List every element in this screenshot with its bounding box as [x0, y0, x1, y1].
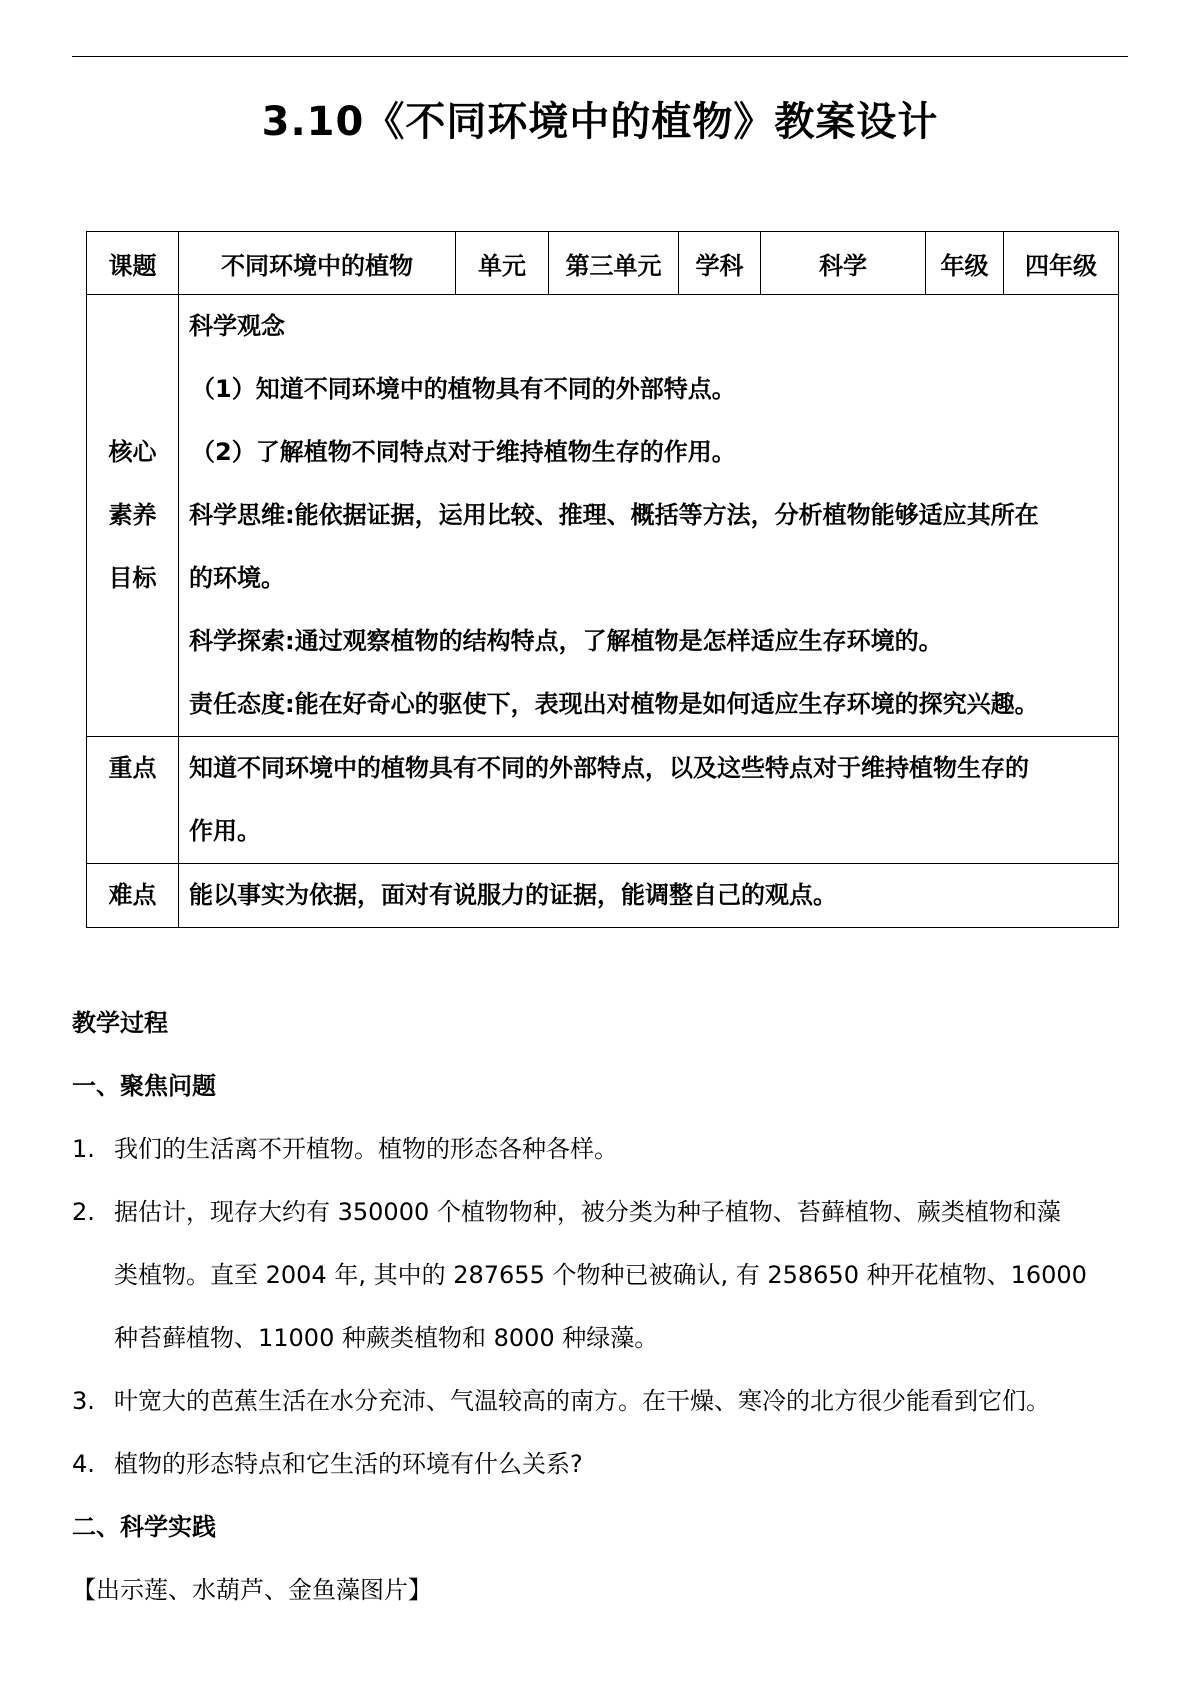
list-item: 3. 叶宽大的芭蕉生活在水分充沛、气温较高的南方。在干燥、寒冷的北方很少能看到它们。 [72, 1387, 1050, 1415]
section-heading-practice: 二、科学实践 [72, 1513, 216, 1541]
goal-line: 科学思维:能依据证据，运用比较、推理、概括等方法，分析植物能够适应其所在 [189, 501, 1039, 529]
goal-line: 责任态度:能在好奇心的驱使下，表现出对植物是如何适应生存环境的探究兴趣。 [189, 690, 1039, 718]
goal-line: 的环境。 [189, 564, 285, 592]
difficulty-content: 能以事实为依据，面对有说服力的证据，能调整自己的观点。 [179, 864, 1119, 928]
subject-label: 学科 [679, 232, 761, 295]
list-item: 2. 据估计，现存大约有 350000 个植物物种，被分类为种子植物、苔藓植物、蕨类植物和藻 类植物。直至 2004 年, 其中的 287655 个物种已被确认, 有 258650 种开花植物、16000 种苔藓植物、11000 种蕨类植物和 8000 种绿藻。 [72, 1198, 1087, 1352]
key-point-row [87, 737, 1119, 864]
process-heading: 教学过程 [72, 1009, 168, 1037]
subject-value: 科学 [761, 232, 926, 295]
difficulty-row [87, 864, 1119, 928]
goal-line: （1）知道不同环境中的植物具有不同的外部特点。 [191, 375, 736, 403]
page-title: 3.10《不同环境中的植物》教案设计 [261, 99, 939, 145]
core-goals-label: 核心 素养 目标 [87, 295, 179, 737]
difficulty-label: 难点 [87, 864, 179, 928]
goal-line: （2）了解植物不同特点对于维持植物生存的作用。 [191, 438, 736, 466]
practice-note: 【出示莲、水葫芦、金鱼藻图片】 [72, 1576, 432, 1604]
core-goals-row [87, 295, 1119, 737]
teaching-process [72, 992, 1132, 1622]
core-goals-content [179, 295, 1119, 737]
grade-label: 年级 [926, 232, 1004, 295]
key-point-content: 知道不同环境中的植物具有不同的外部特点，以及这些特点对于维持植物生存的 作用。 [179, 737, 1119, 864]
grade-value: 四年级 [1004, 232, 1119, 295]
goal-line: 科学观念 [189, 312, 285, 340]
goal-line: 科学探索:通过观察植物的结构特点，了解植物是怎样适应生存环境的。 [189, 627, 943, 655]
list-item: 1. 我们的生活离不开植物。植物的形态各种各样。 [72, 1135, 618, 1163]
unit-value: 第三单元 [549, 232, 679, 295]
header-rule [72, 56, 1128, 57]
list-item: 4. 植物的形态特点和它生活的环境有什么关系? [72, 1450, 583, 1478]
unit-label: 单元 [456, 232, 549, 295]
section-heading-focus: 一、聚焦问题 [72, 1072, 216, 1100]
topic-label: 课题 [87, 232, 179, 295]
lesson-info-table [86, 231, 1119, 928]
key-point-label: 重点 [87, 737, 179, 864]
topic-value: 不同环境中的植物 [179, 232, 456, 295]
table-header-row [87, 232, 1119, 295]
